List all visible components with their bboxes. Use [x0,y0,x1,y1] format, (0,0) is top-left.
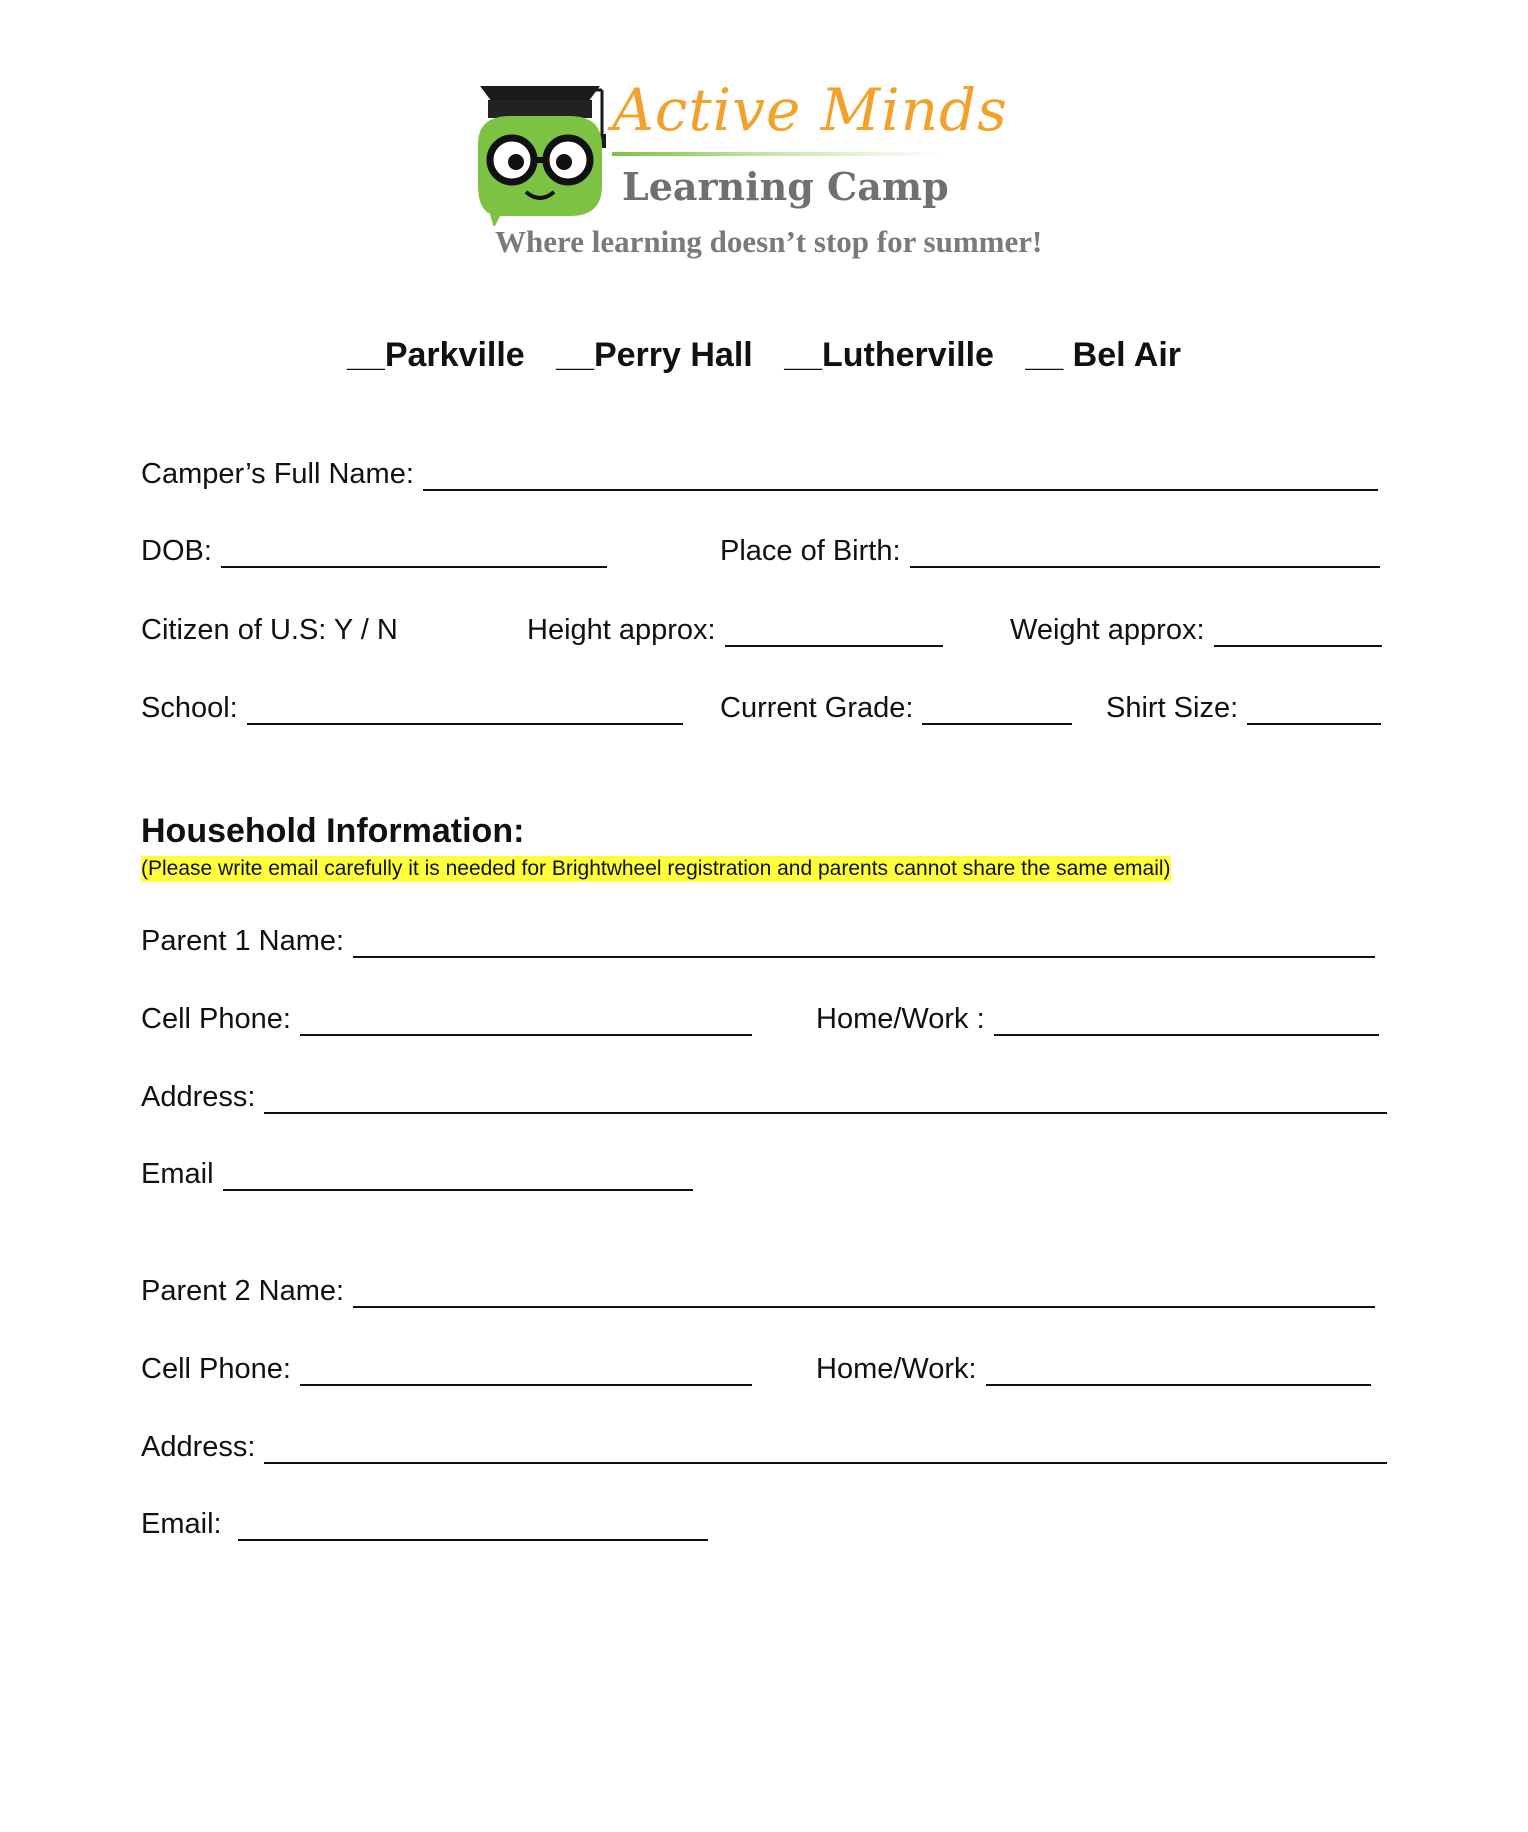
location-perry-hall[interactable]: __Perry Hall [556,336,753,374]
parent2-email-blank[interactable] [238,1513,708,1541]
school-field[interactable] [141,692,683,725]
parent2-address-label: Address: [141,1431,256,1463]
current-grade-field[interactable] [720,692,1072,725]
parent1-address-label: Address: [141,1081,256,1113]
camper-full-name-blank[interactable] [423,463,1378,491]
parent1-cell-phone-blank[interactable] [300,1008,752,1036]
shirt-size-blank[interactable] [1247,697,1381,725]
brand-name-active-minds: Active Minds [612,76,1008,144]
brand-divider [612,152,942,156]
camper-name-row [141,458,1391,498]
owl-mascot-logo [470,76,610,226]
parent1-home-work-blank[interactable] [994,1008,1379,1036]
parent2-address-blank[interactable] [264,1436,1387,1464]
parent2-cell-phone-blank[interactable] [300,1358,752,1386]
parent2-home-work-label: Home/Work: [816,1353,977,1385]
mortarboard-cap-icon [480,86,600,102]
parent1-address-blank[interactable] [264,1086,1387,1114]
parent1-email-label: Email [141,1158,214,1190]
parent2-email-row [141,1508,1391,1548]
weight-blank[interactable] [1214,619,1382,647]
location-options [0,336,1528,375]
parent2-email-label: Email: [141,1508,222,1540]
parent1-name-field[interactable] [141,925,1375,958]
dob-field[interactable] [141,535,607,568]
parent2-cell-phone-label: Cell Phone: [141,1353,291,1385]
weight-field[interactable] [1010,614,1382,647]
parent1-cell-phone-field[interactable] [141,1003,752,1036]
citizen-label: Citizen of U.S: Y / N [141,614,398,646]
current-grade-label: Current Grade: [720,692,914,724]
parent1-email-field[interactable] [141,1158,693,1191]
email-warning-note: (Please write email carefully it is needed for Brightwheel registration and parents cannot share the same email) [141,857,1171,880]
camper-full-name-field[interactable] [141,458,1378,491]
parent2-name-row [141,1275,1391,1315]
height-field[interactable] [527,614,943,647]
current-grade-blank[interactable] [922,697,1072,725]
parent1-name-label: Parent 1 Name: [141,925,345,957]
height-label: Height approx: [527,614,716,646]
parent1-email-row [141,1158,1391,1198]
brand-tagline: Where learning doesn’t stop for summer! [495,224,1043,259]
parent2-home-work-field[interactable] [816,1353,1371,1386]
parent2-home-work-blank[interactable] [986,1358,1371,1386]
parent2-name-label: Parent 2 Name: [141,1275,345,1307]
location-bel-air[interactable]: __ Bel Air [1025,336,1181,374]
parent2-name-field[interactable] [141,1275,1375,1308]
parent1-home-work-label: Home/Work : [816,1003,985,1035]
citizen-row [141,614,1391,654]
weight-label: Weight approx: [1010,614,1205,646]
household-information-heading: Household Information: [141,812,525,850]
place-of-birth-blank[interactable] [910,540,1380,568]
dob-label: DOB: [141,535,212,567]
place-of-birth-label: Place of Birth: [720,535,901,567]
parent1-home-work-field[interactable] [816,1003,1379,1036]
school-blank[interactable] [247,697,683,725]
shirt-size-field[interactable] [1106,692,1381,725]
parent2-name-blank[interactable] [353,1280,1375,1308]
parent1-address-field[interactable] [141,1081,1387,1114]
parent2-address-row [141,1431,1391,1471]
school-label: School: [141,692,238,724]
parent1-cell-phone-label: Cell Phone: [141,1003,291,1035]
parent1-email-blank[interactable] [223,1163,693,1191]
parent1-address-row [141,1081,1391,1121]
parent2-address-field[interactable] [141,1431,1387,1464]
shirt-size-label: Shirt Size: [1106,692,1239,724]
height-blank[interactable] [725,619,943,647]
dob-blank[interactable] [221,540,607,568]
parent2-email-field[interactable] [141,1508,708,1541]
parent2-phone-row [141,1353,1391,1393]
parent2-cell-phone-field[interactable] [141,1353,752,1386]
location-parkville[interactable]: __Parkville [347,336,525,374]
camper-full-name-label: Camper’s Full Name: [141,458,414,490]
parent1-phone-row [141,1003,1391,1043]
parent1-name-row [141,925,1391,965]
school-row [141,692,1391,732]
location-lutherville[interactable]: __Lutherville [784,336,994,374]
place-of-birth-field[interactable] [720,535,1380,568]
brand-name-learning-camp: Learning Camp [622,164,949,209]
citizen-field[interactable] [141,614,398,647]
dob-row [141,535,1391,575]
parent1-name-blank[interactable] [353,930,1375,958]
